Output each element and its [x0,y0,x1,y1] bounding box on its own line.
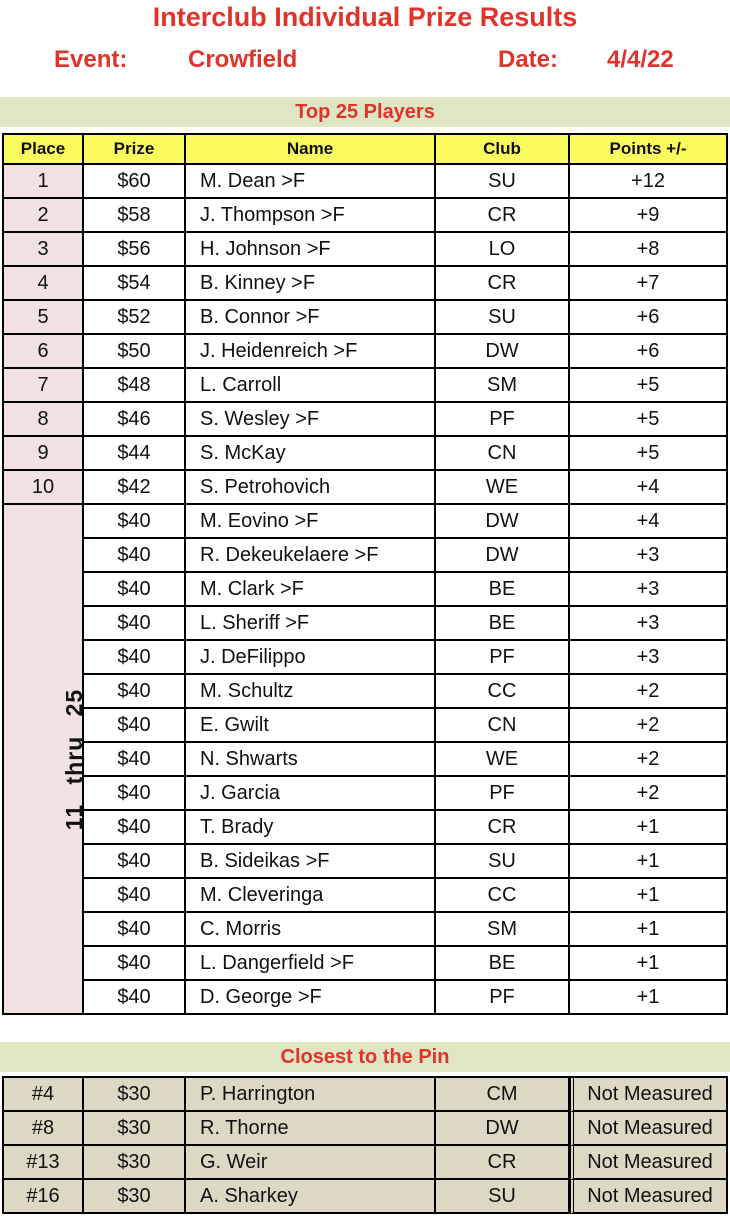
table-row [4,267,728,301]
club-cell: CR [436,199,570,233]
points-cell: +8 [570,233,728,267]
prize-cell: $44 [84,437,186,471]
club-cell: CC [436,879,570,913]
points-cell: +6 [570,301,728,335]
name-cell: M. Eovino >F [186,505,436,539]
club-cell: SU [436,301,570,335]
points-cell: +2 [570,743,728,777]
prize-cell: $50 [84,335,186,369]
prize-cell: $30 [84,1112,186,1146]
prize-cell: $42 [84,471,186,505]
club-cell: CR [436,1146,570,1180]
points-cell: +6 [570,335,728,369]
place-cell: 7 [4,369,84,403]
club-cell: CR [436,811,570,845]
points-cell: +2 [570,675,728,709]
prize-cell: $40 [84,981,186,1015]
place-cell: 4 [4,267,84,301]
club-cell: BE [436,573,570,607]
prize-cell: $58 [84,199,186,233]
name-cell: B. Kinney >F [186,267,436,301]
prize-cell: $54 [84,267,186,301]
column-header-prize: Prize [84,135,186,165]
points-cell: +4 [570,471,728,505]
place-cell: 10 [4,471,84,505]
prize-cell: $40 [84,743,186,777]
points-cell: +3 [570,573,728,607]
table-row [4,1180,728,1214]
name-cell: R. Dekeukelaere >F [186,539,436,573]
club-cell: SU [436,845,570,879]
place-cell: 5 [4,301,84,335]
prize-cell: $40 [84,947,186,981]
table-row [4,777,728,811]
club-cell: CC [436,675,570,709]
points-cell: +3 [570,641,728,675]
table-row [4,879,728,913]
club-cell: DW [436,335,570,369]
club-cell: WE [436,743,570,777]
points-cell: +1 [570,913,728,947]
place-cell: 9 [4,437,84,471]
name-cell: J. Thompson >F [186,199,436,233]
points-cell: +2 [570,777,728,811]
closest-pin-body [4,1078,728,1214]
name-cell: P. Harrington [186,1078,436,1112]
hole-cell: #13 [4,1146,84,1180]
name-cell: M. Schultz [186,675,436,709]
date-label: Date: [498,46,559,73]
table-header-row [4,135,728,165]
place-cell: 1 [4,165,84,199]
points-cell: +1 [570,947,728,981]
name-cell: R. Thorne [186,1112,436,1146]
hole-cell: #8 [4,1112,84,1146]
club-cell: PF [436,777,570,811]
club-cell: SM [436,369,570,403]
points-cell: +5 [570,369,728,403]
name-cell: H. Johnson >F [186,233,436,267]
name-cell: J. Heidenreich >F [186,335,436,369]
prize-cell: $40 [84,709,186,743]
prize-cell: $40 [84,675,186,709]
status-cell: Not Measured [570,1078,728,1112]
top-players-body [4,165,728,1015]
table-row [4,1078,728,1112]
points-cell: +2 [570,709,728,743]
prize-cell: $40 [84,607,186,641]
status-cell: Not Measured [570,1146,728,1180]
closest-pin-heading: Closest to the Pin [0,1042,730,1072]
club-cell: CN [436,437,570,471]
club-cell: DW [436,539,570,573]
name-cell: L. Dangerfield >F [186,947,436,981]
points-cell: +1 [570,811,728,845]
name-cell: S. Wesley >F [186,403,436,437]
hole-cell: #16 [4,1180,84,1214]
table-row [4,301,728,335]
club-cell: DW [436,1112,570,1146]
prize-cell: $40 [84,913,186,947]
club-cell: SU [436,165,570,199]
points-cell: +7 [570,267,728,301]
place-cell: 6 [4,335,84,369]
table-row [4,165,728,199]
club-cell: PF [436,403,570,437]
name-cell: J. Garcia [186,777,436,811]
date-value: 4/4/22 [607,46,674,73]
table-row [4,437,728,471]
table-row [4,981,728,1015]
points-cell: +1 [570,845,728,879]
club-cell: SU [436,1180,570,1214]
column-header-place: Place [4,135,84,165]
prize-cell: $30 [84,1078,186,1112]
club-cell: LO [436,233,570,267]
name-cell: L. Sheriff >F [186,607,436,641]
table-row [4,573,728,607]
club-cell: CM [436,1078,570,1112]
table-row [4,199,728,233]
club-cell: DW [436,505,570,539]
status-cell: Not Measured [570,1180,728,1214]
hole-cell: #4 [4,1078,84,1112]
points-cell: +3 [570,607,728,641]
points-cell: +1 [570,981,728,1015]
prize-cell: $40 [84,573,186,607]
prize-cell: $52 [84,301,186,335]
name-cell: D. George >F [186,981,436,1015]
place-cell: 2 [4,199,84,233]
column-header-club: Club [436,135,570,165]
table-row [4,539,728,573]
prize-cell: $40 [84,811,186,845]
table-row [4,845,728,879]
prize-cell: $30 [84,1180,186,1214]
club-cell: WE [436,471,570,505]
table-row [4,743,728,777]
points-cell: +3 [570,539,728,573]
page-title: Interclub Individual Prize Results [152,2,578,32]
table-row [4,1146,728,1180]
name-cell: E. Gwilt [186,709,436,743]
table-row [4,1112,728,1146]
name-cell: B. Connor >F [186,301,436,335]
points-cell: +5 [570,403,728,437]
prize-cell: $40 [84,845,186,879]
name-cell: S. Petrohovich [186,471,436,505]
table-row [4,403,728,437]
merged-place-cell [4,505,88,1015]
name-cell: B. Sideikas >F [186,845,436,879]
prize-cell: $40 [84,505,186,539]
prize-cell: $56 [84,233,186,267]
name-cell: S. McKay [186,437,436,471]
table-row [4,471,728,505]
name-cell: C. Morris [186,913,436,947]
place-cell: 8 [4,403,84,437]
club-cell: CR [436,267,570,301]
prize-cell: $40 [84,539,186,573]
name-cell: A. Sharkey [186,1180,436,1214]
place-cell: 3 [4,233,84,267]
points-cell: +4 [570,505,728,539]
merged-place-label: 11 thru 25 [61,688,88,830]
table-row [4,505,728,539]
name-cell: N. Shwarts [186,743,436,777]
table-row [4,675,728,709]
prize-cell: $30 [84,1146,186,1180]
name-cell: M. Clark >F [186,573,436,607]
prize-cell: $46 [84,403,186,437]
prize-cell: $48 [84,369,186,403]
status-cell: Not Measured [570,1112,728,1146]
table-row [4,947,728,981]
prize-cell: $40 [84,777,186,811]
table-row [4,607,728,641]
closest-pin-table [2,1076,728,1214]
event-label: Event: [54,46,128,73]
points-cell: +9 [570,199,728,233]
points-cell: +1 [570,879,728,913]
event-value: Crowfield [188,46,298,73]
prize-cell: $40 [84,879,186,913]
table-row [4,233,728,267]
top-players-table [2,133,728,1015]
name-cell: G. Weir [186,1146,436,1180]
name-cell: L. Carroll [186,369,436,403]
points-cell: +12 [570,165,728,199]
table-row [4,369,728,403]
club-cell: PF [436,641,570,675]
name-cell: T. Brady [186,811,436,845]
prize-cell: $40 [84,641,186,675]
table-row [4,641,728,675]
club-cell: PF [436,981,570,1015]
table-row [4,709,728,743]
table-row [4,335,728,369]
name-cell: M. Cleveringa [186,879,436,913]
prize-cell: $60 [84,165,186,199]
name-cell: J. DeFilippo [186,641,436,675]
club-cell: BE [436,947,570,981]
top-players-heading: Top 25 Players [0,97,730,127]
club-cell: BE [436,607,570,641]
table-row [4,811,728,845]
column-header-points: Points +/- [570,135,728,165]
club-cell: SM [436,913,570,947]
points-cell: +5 [570,437,728,471]
column-header-name: Name [186,135,436,165]
table-row [4,913,728,947]
club-cell: CN [436,709,570,743]
name-cell: M. Dean >F [186,165,436,199]
